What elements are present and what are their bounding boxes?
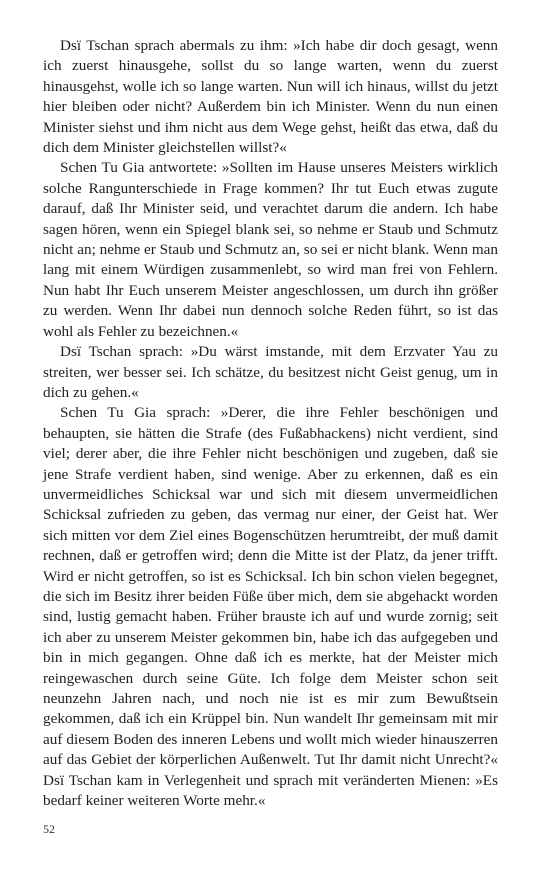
body-text: [43, 36, 498, 811]
paragraph-3: Dsï Tschan sprach: »Du wärst imstande, mit dem Erzvater Yau zu streiten, wer besser sei. Ich schätze, du besitzest nicht Geist genug, um in dich zu gehen.«: [43, 343, 498, 401]
page-number: 52: [43, 822, 55, 836]
paragraph-1: Dsï Tschan sprach abermals zu ihm: »Ich habe dir doch gesagt, wenn ich zuerst hinausgehe, sollst du so lange warten, wenn du zuerst hinausgehst, wolle ich so lange warten. Nun will ich hinaus, willst du jetzt hier bleiben oder nicht? Außerdem bin ich Minister. Wenn du nun einen Minister siehst und ihm nicht aus dem Wege gehst, heißt das etwa, daß du dich dem Minister gleichstellen willst?«: [43, 37, 498, 157]
paragraph-4: Schen Tu Gia sprach: »Derer, die ihre Fehler beschönigen und behaupten, sie hätten die Strafe (des Fußabhackens) nicht verdient, sind viel; derer aber, die ihre Fehler nicht beschönigen und zugeben, daß sie jene Strafe verdient haben, sind wenige. Aber zu erkennen, daß es ein unvermeidliches Schicksal war und sich mit diesem unvermeidlichen Schicksal zufrieden zu geben, das vermag nur einer, der Geist hat. Wer sich mitten vor dem Ziel eines Bogenschützen herumtreibt, der muß damit rechnen, daß er getroffen wird; denn die Mitte ist der Platz, da jener trifft. Wird er nicht getroffen, so ist es Schicksal. Ich bin schon vielen begegnet, die sich im Besitz ihrer beiden Füße über mich, dem sie abgehackt worden sind, lustig gemacht haben. Früher brauste ich auf und wurde zornig; seit ich aber zu unserem Meister gekommen bin, habe ich das aufgegeben und bin in mich gegangen. Ohne daß ich es merkte, hat der Meister mich reingewaschen durch seine Güte. Ich folge dem Meister schon seit neunzehn Jahren nach, und noch nie ist es mir zum Bewußtsein gekommen, daß ich ein Krüppel bin. Nun wandelt Ihr gemeinsam mit mir auf diesem Boden des inneren Lebens und wollt mich wieder hinauszerren auf das Gebiet der körperlichen Außenwelt. Tut Ihr damit nicht Unrecht?« Dsï Tschan kam in Verlegenheit und sprach mit veränderten Mienen: »Es bedarf keiner weiteren Worte mehr.«: [43, 404, 498, 810]
paragraph-2: Schen Tu Gia antwortete: »Sollten im Hause unseres Meisters wirklich solche Rangunterschiede in Frage kommen? Ihr tut Euch etwas zugute darauf, daß Ihr Minister seid, und verachtet darum die andern. Ich habe sagen hören, wenn ein Spiegel blank sei, so nehme er Staub und Schmutz nicht an; nehme er Staub und Schmutz an, so sei er nicht blank. Wenn man lang mit einem Würdigen zusammenlebt, so wird man frei von Fehlern. Nun habt Ihr Euch unserem Meister angeschlossen, um durch ihn größer zu werden. Wenn Ihr dabei nun dennoch solche Reden führt, so ist das wohl als Fehler zu bezeichnen.«: [43, 159, 498, 340]
